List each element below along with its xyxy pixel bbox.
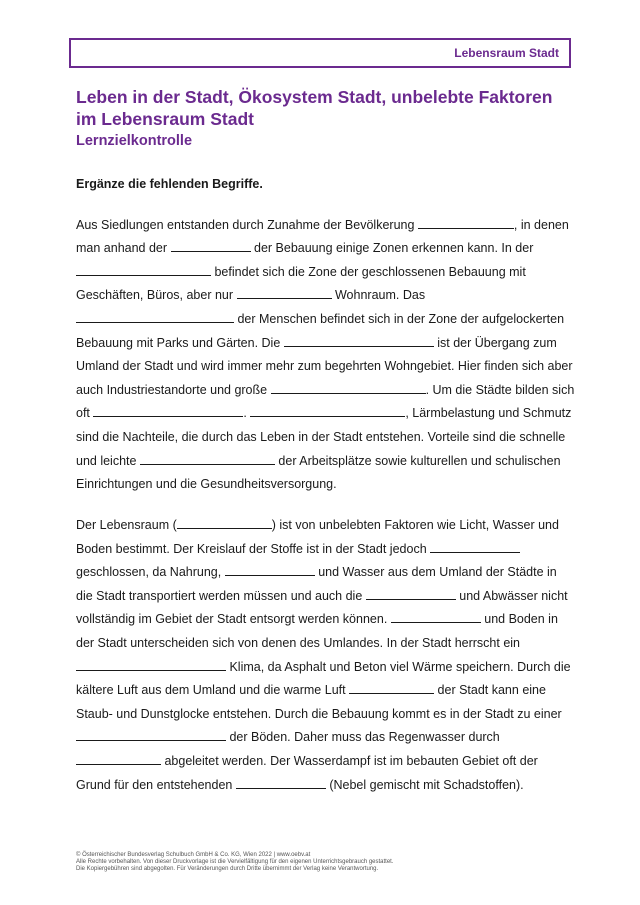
header-box <box>69 38 571 68</box>
header-title: Lebensraum Stadt <box>454 46 559 60</box>
paragraph-1 <box>76 190 576 497</box>
blank-field[interactable] <box>271 382 426 394</box>
blank-field[interactable] <box>225 564 315 576</box>
blank-field[interactable] <box>366 588 456 600</box>
blank-field[interactable] <box>237 287 332 299</box>
blank-field[interactable] <box>349 682 434 694</box>
footer-rights: Alle Rechte vorbehalten. Von dieser Druckvorlage ist die Vervielfältigung für den eigenen Unterrichtsgebrauch gestattet. <box>76 859 394 865</box>
footer <box>76 852 576 873</box>
blank-field[interactable] <box>284 335 434 347</box>
blank-field[interactable] <box>177 517 272 529</box>
instruction-text: Ergänze die fehlenden Begriffe. <box>76 177 263 191</box>
blank-field[interactable] <box>76 264 211 276</box>
blank-field[interactable] <box>76 729 226 741</box>
text-segment: der Stadt kann eine Staub- und Dunstglocke entstehen. Durch die Bebauung kommt es in der Stadt zu einer <box>76 683 562 721</box>
text-segment: . Um die Städte bilden sich oft <box>76 382 575 421</box>
text-segment: der Bebauung einige Zonen erkennen kann. In der <box>250 241 534 256</box>
text-segment: Wohnraum. Das <box>331 288 426 303</box>
text-segment: befindet sich die Zone der geschlossenen Bebauung mit Geschäften, Büros, aber nur <box>76 264 526 303</box>
blank-field[interactable] <box>76 311 234 323</box>
text-segment: der Arbeitsplätze sowie kulturellen und schulischen Einrichtungen und die Gesundheitsversorgung. <box>76 453 561 492</box>
footer-disclaimer: Die Kopiergebühren sind abgegolten. Für Veränderungen durch Dritte übernimmt der Verlag keine Verantwortung. <box>76 866 379 872</box>
paragraph-2 <box>76 514 576 797</box>
text-segment: , Lärmbelastung und Schmutz sind die Nachteile, die durch das Leben in der Stadt entstehen. Vorteile sind die schnelle und leichte <box>76 406 572 468</box>
text-segment: geschlossen, da Nahrung, <box>76 565 225 580</box>
blank-field[interactable] <box>418 217 514 229</box>
text-segment: Klima, da Asphalt und Beton viel Wärme speichern. Durch die kältere Luft aus dem Umland und die warme Luft <box>76 659 571 698</box>
blank-field[interactable] <box>76 753 161 765</box>
blank-field[interactable] <box>236 777 326 789</box>
text-segment: und Wasser aus dem Umland der Städte in die Stadt transportiert werden müssen und auch die <box>76 565 557 603</box>
text-segment: der Böden. Daher muss das Regenwasser durch <box>226 730 500 745</box>
text-segment: der Menschen befindet sich in der Zone der aufgelockerten Bebauung mit Parks und Gärten. Die <box>76 311 565 350</box>
blank-field[interactable] <box>391 611 481 623</box>
blank-field[interactable] <box>93 405 243 417</box>
blank-field[interactable] <box>171 240 251 252</box>
text-segment: abgeleitet werden. Der Wasserdampf ist im bebauten Gebiet oft der Grund für den entstehenden <box>76 753 538 792</box>
footer-copyright: © Österreichischer Bundesverlag Schulbuch GmbH & Co. KG, Wien 2022 | www.oebv.at <box>76 852 311 858</box>
text-segment: (Nebel gemischt mit Schadstoffen). <box>325 777 524 792</box>
blank-field[interactable] <box>140 453 275 465</box>
text-segment: und Abwässer nicht vollständig im Gebiet der Stadt entsorgt werden können. <box>76 588 568 627</box>
page-title: Leben in der Stadt, Ökosystem Stadt, unbelebte Faktoren im Lebensraum Stadt <box>76 87 553 129</box>
text-segment: Der Lebensraum ( <box>76 518 177 532</box>
page-subtitle: Lernzielkontrolle <box>76 133 193 149</box>
blank-field[interactable] <box>76 659 226 671</box>
text-segment: und Boden in der Stadt unterscheiden sich von denen des Umlandes. In der Stadt herrscht ein <box>76 612 558 650</box>
text-segment: ist der Übergang zum Umland der Stadt und wird immer mehr zum begehrten Wohngebiet. Hier finden sich aber auch Industriestandorte und große <box>76 335 573 397</box>
text-segment: . <box>243 406 251 421</box>
blank-field[interactable] <box>250 405 405 417</box>
text-segment: ) ist von unbelebten Faktoren wie Licht, Wasser und Boden bestimmt. Der Kreislauf der Stoffe ist in der Stadt jedoch <box>76 518 559 556</box>
text-segment: , in denen man anhand der <box>76 217 569 256</box>
blank-field[interactable] <box>430 541 520 553</box>
text-segment: Aus Siedlungen entstanden durch Zunahme der Bevölkerung <box>76 217 418 232</box>
